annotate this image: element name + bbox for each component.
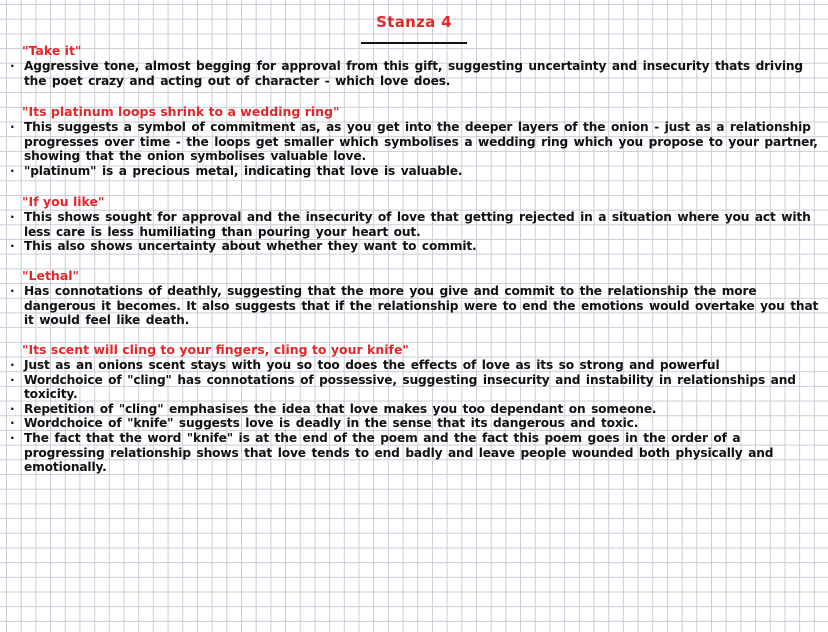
bullet-point: · Repetition of "cling" emphasises the idea that love makes you too dependant on someone. (20, 402, 824, 417)
section-take-it (20, 44, 824, 88)
section-quote: "Its platinum loops shrink to a wedding ring" (22, 104, 340, 119)
bullet-list (20, 59, 824, 88)
bullet-list (20, 120, 824, 178)
section-if-you-like (20, 195, 824, 254)
bullet-point: · This also shows uncertainty about whether they want to commit. (20, 239, 824, 254)
bullet-point: · Aggressive tone, almost begging for approval from this gift, suggesting uncertainty and insecurity thats driving the poet crazy and acting out of character - which love does. (20, 59, 824, 88)
bullet-point: · Wordchoice of "knife" suggests love is deadly in the sense that its dangerous and toxic. (20, 416, 824, 431)
bullet-point: · This suggests a symbol of commitment as, as you get into the deeper layers of the onion - just as a relationship progresses over time - the loops get smaller which symbolises a wedding ring which you propose to your partner, showing that the onion symbolises valuable love. (20, 120, 824, 164)
section-quote: "Take it" (22, 43, 82, 58)
bullet-point: · "platinum" is a precious metal, indicating that love is valuable. (20, 164, 824, 179)
bullet-point: · This shows sought for approval and the insecurity of love that getting rejected in a situation where you act with less care is less humiliating than pouring your heart out. (20, 210, 824, 239)
section-quote: "Lethal" (22, 268, 80, 283)
bullet-point: · Wordchoice of "cling" has connotations of possessive, suggesting insecurity and instability in relationships and toxicity. (20, 373, 824, 402)
page-title: Stanza 4 (376, 13, 452, 31)
bullet-list (20, 284, 824, 328)
bullet-list (20, 358, 824, 475)
section-platinum-loops (20, 105, 824, 178)
bullet-list (20, 210, 824, 254)
bullet-point: · The fact that the word "knife" is at the end of the poem and the fact this poem goes in the order of a progressing relationship shows that love tends to end badly and leave people wounded both physically and emotionally. (20, 431, 824, 475)
section-quote: "Its scent will cling to your fingers, cling to your knife" (22, 342, 409, 357)
bullet-point: · Has connotations of deathly, suggesting that the more you give and commit to the relationship the more dangerous it becomes. It also suggests that if the relationship were to end the emotions would overtake you that it would feel like death. (20, 284, 824, 328)
bullet-point: · Just as an onions scent stays with you so too does the effects of love as its so strong and powerful (20, 358, 824, 373)
section-quote: "If you like" (22, 194, 105, 209)
section-lethal (20, 269, 824, 328)
section-scent-cling (20, 343, 824, 475)
